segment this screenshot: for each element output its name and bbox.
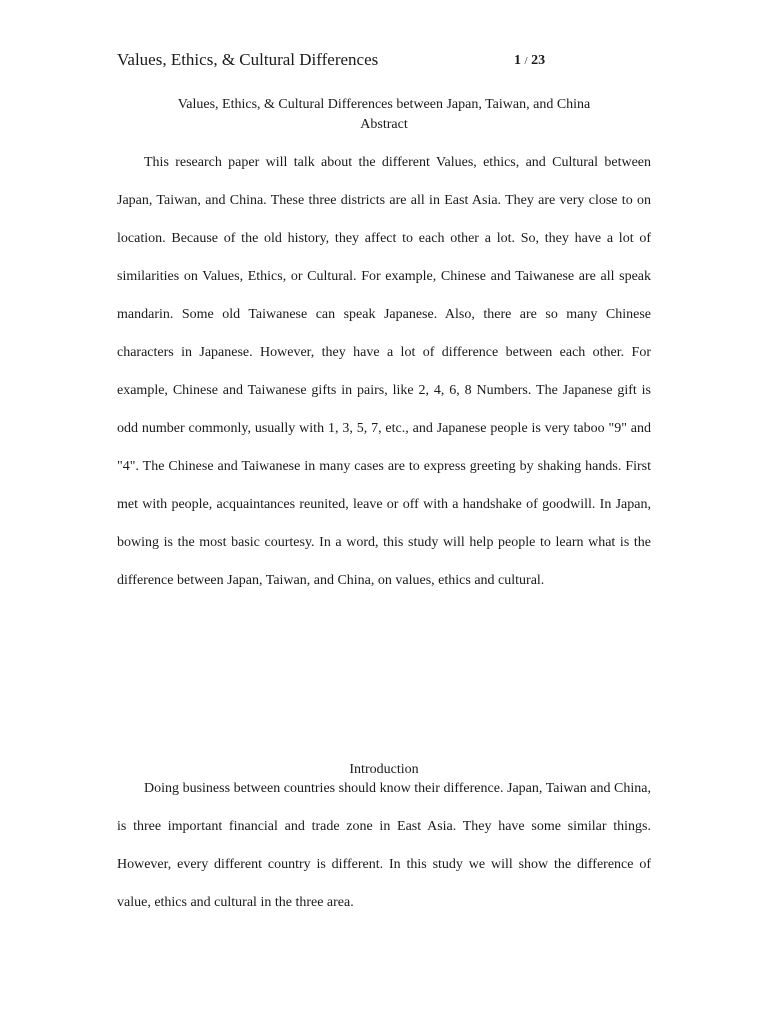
introduction-heading: Introduction — [349, 762, 419, 777]
page-total: 23 — [531, 53, 546, 68]
page-current: 1 — [514, 53, 521, 68]
abstract-paragraph: This research paper will talk about the different Values, ethics, and Cultural between Japan, Taiwan, and China. These three districts are all in East Asia. They are very close to on location. Because of the old history, they affect to each other a lot. So, they have a lot of similarities on Values, Ethics, or Cultural. For example, Chinese and Taiwanese are all speak mandarin. Some old Taiwanese can speak Japanese. Also, there are so many Chinese characters in Japanese. However, they have a lot of difference between each other. For example, Chinese and Taiwanese gifts in pairs, like 2, 4, 6, 8 Numbers. The Japanese gift is odd number commonly, usually with 1, 3, 5, 7, etc., and Japanese people is very taboo "9" and "4". The Chinese and Taiwanese in many cases are to express greeting by shaking hands. First met with people, acquaintances reunited, leave or off with a handshake of goodwill. In Japan, bowing is the most basic courtesy. In a word, this study will help people to learn what is the difference between Japan, Taiwan, and China, on values, ethics and cultural. — [117, 155, 651, 588]
running-title: Values, Ethics, & Cultural Differences — [117, 50, 379, 69]
running-header — [117, 50, 657, 74]
page-separator: / — [524, 55, 528, 67]
page-number — [514, 53, 545, 69]
document-title: Values, Ethics, & Cultural Differences between Japan, Taiwan, and China — [177, 97, 591, 112]
introduction-paragraph: Doing business between countries should know their difference. Japan, Taiwan and China, is three important financial and trade zone in East Asia. They have some similar things. However, every different country is different. In this study we will show the difference of value, ethics and cultural in the three area. — [117, 781, 651, 910]
abstract-heading: Abstract — [360, 117, 408, 132]
